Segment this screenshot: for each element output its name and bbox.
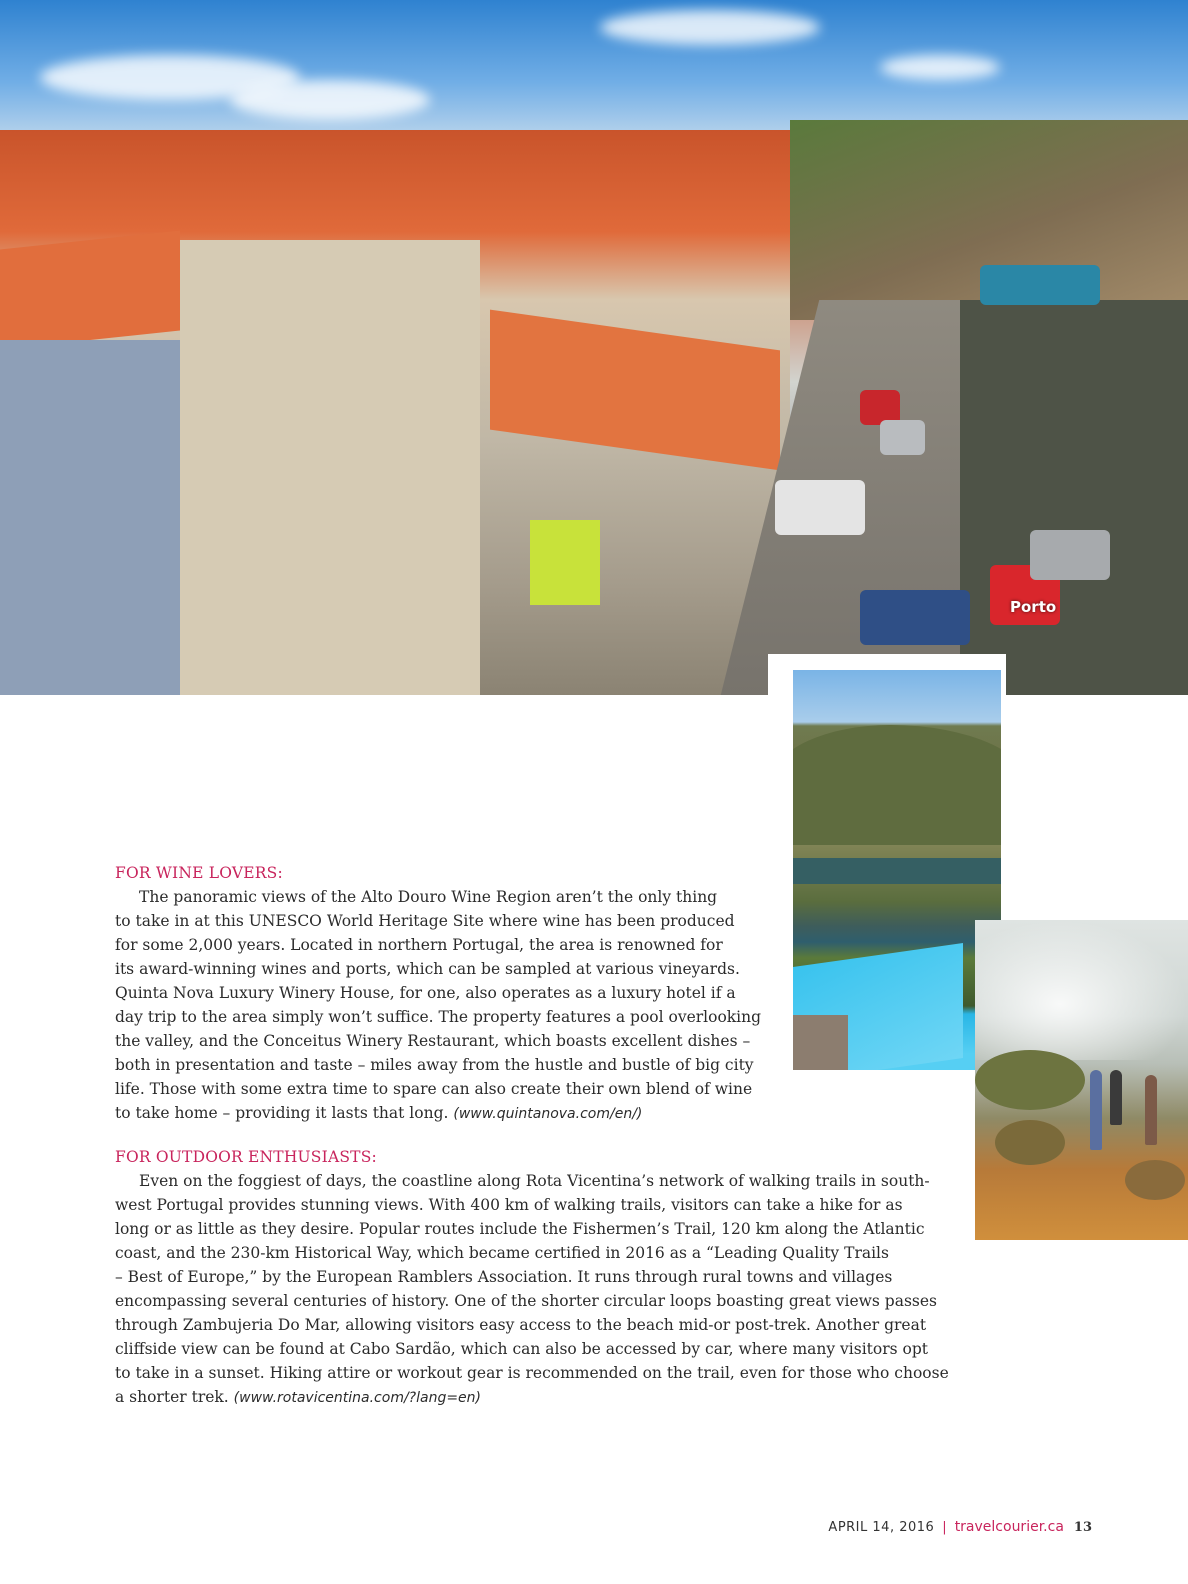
hiker <box>1145 1075 1157 1145</box>
body-line: cliffside view can be found at Cabo Sardão, which can also be accessed by car, where many visitors opt <box>115 1340 929 1358</box>
shrub <box>975 1050 1085 1110</box>
building-facade <box>180 240 480 695</box>
body-line: the valley, and the Conceitus Winery Restaurant, which boasts excellent dishes – <box>115 1032 751 1050</box>
hill <box>793 725 1001 845</box>
section-heading-wine-lovers: FOR WINE LOVERS: <box>115 864 283 882</box>
hiker <box>1110 1070 1122 1125</box>
coastal-hikers-photo <box>975 920 1188 1240</box>
porto-hero-photo <box>0 0 1188 695</box>
river <box>793 858 1001 884</box>
hanging-laundry <box>530 520 600 605</box>
body-line: for some 2,000 years. Located in northern Portugal, the area is renowned for <box>115 936 723 954</box>
body-line <box>115 1385 949 1410</box>
shrub <box>995 1120 1065 1165</box>
section-body-outdoor-enthusiasts <box>115 1169 949 1410</box>
body-line: – Best of Europe,” by the European Ramblers Association. It runs through rural towns and villages <box>115 1268 893 1286</box>
body-line-text: a shorter trek. <box>115 1388 229 1406</box>
tiled-facade <box>0 340 180 695</box>
body-line: west Portugal provides stunning views. With 400 km of walking trails, visitors can take a hike for as <box>115 1196 903 1214</box>
cloud <box>600 10 820 45</box>
body-line: The panoramic views of the Alto Douro Wine Region aren’t the only thing <box>139 888 718 906</box>
bus <box>980 265 1100 305</box>
body-line: day trip to the area simply won’t suffice. The property features a pool overlooking <box>115 1008 762 1026</box>
car <box>880 420 925 455</box>
body-line: long or as little as they desire. Popular routes include the Fishermen’s Trail, 120 km along the Atlantic <box>115 1220 925 1238</box>
body-line: life. Those with some extra time to spare can also create their own blend of wine <box>115 1080 753 1098</box>
hiker <box>1090 1070 1102 1150</box>
cloud <box>880 55 1000 80</box>
section-heading-outdoor-enthusiasts: FOR OUTDOOR ENTHUSIASTS: <box>115 1148 377 1166</box>
photo-caption-porto: Porto <box>1010 598 1057 616</box>
cloud <box>230 80 430 120</box>
body-line: its award-winning wines and ports, which can be sampled at various vineyards. <box>115 960 740 978</box>
pool-deck <box>793 1015 848 1070</box>
issue-date: APRIL 14, 2016 <box>828 1520 935 1535</box>
quintanova-link[interactable]: (www.quintanova.com/en/) <box>453 1106 643 1122</box>
body-line <box>115 1101 761 1126</box>
car <box>1030 530 1110 580</box>
footer-separator: | <box>942 1520 947 1535</box>
fog <box>975 920 1188 1060</box>
car <box>860 590 970 645</box>
page-footer <box>828 1519 1092 1535</box>
stone-wall <box>960 300 1188 695</box>
section-body-wine-lovers <box>115 885 761 1126</box>
body-line: coast, and the 230-km Historical Way, which became certified in 2016 as a “Leading Quality Trails <box>115 1244 889 1262</box>
body-line: to take in at this UNESCO World Heritage Site where wine has been produced <box>115 912 735 930</box>
body-line: Quinta Nova Luxury Winery House, for one, also operates as a luxury hotel if a <box>115 984 736 1002</box>
body-line: through Zambujeria Do Mar, allowing visitors easy access to the beach mid-or post-trek. Another great <box>115 1316 927 1334</box>
rotavicentina-link[interactable]: (www.rotavicentina.com/?lang=en) <box>233 1390 482 1406</box>
website-link[interactable]: travelcourier.ca <box>954 1519 1064 1535</box>
body-line: encompassing several centuries of history. One of the shorter circular loops boasting great views passes <box>115 1292 937 1310</box>
body-line: both in presentation and taste – miles away from the hustle and bustle of big city <box>115 1056 754 1074</box>
shrub <box>1125 1160 1185 1200</box>
page-number: 13 <box>1073 1520 1092 1535</box>
douro-vineyard-pool-photo <box>793 670 1001 1070</box>
body-line: Even on the foggiest of days, the coastline along Rota Vicentina’s network of walking trails in south- <box>139 1172 930 1190</box>
van <box>775 480 865 535</box>
body-line: to take in a sunset. Hiking attire or workout gear is recommended on the trail, even for those who choose <box>115 1364 949 1382</box>
body-line-text: to take home – providing it lasts that long. <box>115 1104 449 1122</box>
roof <box>0 231 180 350</box>
